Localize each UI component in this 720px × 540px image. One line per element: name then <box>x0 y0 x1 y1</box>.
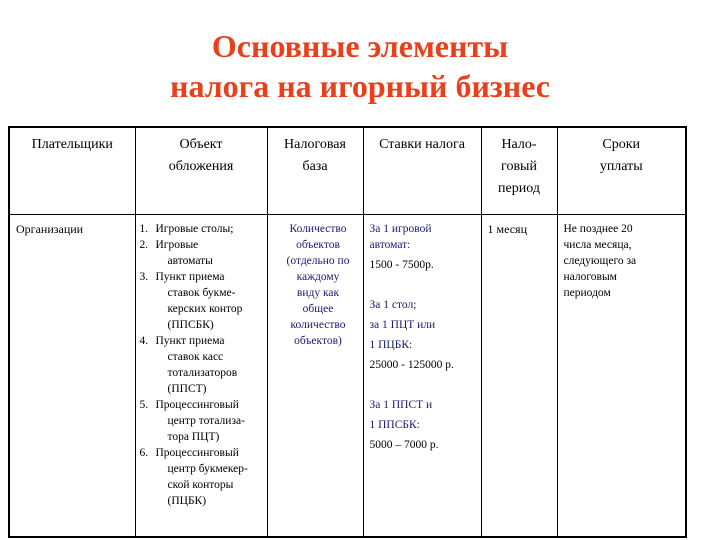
object-item-line: тотализаторов <box>167 367 238 379</box>
header-object-line-2: обложения <box>168 159 234 174</box>
header-rates-label: Ставки налога <box>379 137 465 152</box>
object-item-line: керских контор <box>167 303 243 315</box>
rate-line: За 1 ППСТ и <box>369 399 433 411</box>
cell-deadline <box>557 215 686 538</box>
base-line: виду как <box>296 287 340 299</box>
object-item-line: тора ПЦТ) <box>167 431 220 443</box>
deadline-line: налоговым <box>563 271 617 283</box>
object-item-number: 3. <box>139 271 149 283</box>
object-item-text <box>154 269 243 333</box>
object-item-line: центр букмекер- <box>167 463 248 475</box>
tax-elements-table <box>8 126 687 538</box>
header-payers <box>9 127 135 215</box>
header-deadline-line-2: уплаты <box>599 159 643 174</box>
object-item <box>140 269 265 333</box>
deadline-line: периодом <box>563 287 611 299</box>
object-item-line: центр тотализа- <box>167 415 245 427</box>
cell-base <box>267 215 363 538</box>
deadline-lines <box>564 221 682 301</box>
title-line-1: Основные элементы <box>211 28 509 64</box>
object-item-number: 5. <box>139 399 149 411</box>
cell-rates <box>363 215 481 538</box>
header-base-line-1: Налоговая <box>284 137 346 152</box>
object-item-line: ской конторы <box>167 479 234 491</box>
object-item <box>140 445 265 509</box>
base-line: каждому <box>296 271 340 283</box>
rate-line: 5000 – 7000 р. <box>369 439 439 451</box>
rate-line: За 1 стол; <box>369 299 417 311</box>
deadline-line: числа месяца, <box>563 239 632 251</box>
cell-payers: Организации <box>9 215 135 538</box>
header-period-line-3: период <box>498 181 540 196</box>
rate-line: автомат: <box>369 239 411 251</box>
header-object <box>135 127 267 215</box>
rate-line: За 1 игровой <box>369 223 432 235</box>
base-line: объектов) <box>294 335 342 347</box>
object-item-line: Игровые <box>155 239 199 251</box>
cell-object <box>135 215 267 538</box>
header-period <box>481 127 557 215</box>
base-line: количество <box>290 319 346 331</box>
object-item-line: (ПЦБК) <box>167 495 207 507</box>
base-line: объектов <box>296 239 340 251</box>
rate-line: 1500 - 7500р. <box>369 259 434 271</box>
header-deadline <box>557 127 686 215</box>
object-item-text <box>154 333 238 397</box>
object-item-line: ставок касс <box>167 351 224 363</box>
object-item-line: Пункт приема <box>155 271 225 283</box>
base-lines <box>276 221 361 349</box>
object-item-line: Пункт приема <box>155 335 225 347</box>
base-line: Количество <box>289 223 347 235</box>
header-base <box>267 127 363 215</box>
object-item <box>140 237 265 269</box>
object-item-number: 2. <box>139 239 149 251</box>
object-item-line: (ППСБК) <box>167 319 214 331</box>
object-item-line: Игровые столы; <box>155 223 234 235</box>
rate-line: 1 ППСБК: <box>369 419 420 431</box>
slide-title <box>0 26 720 106</box>
object-item-number: 6. <box>139 447 149 459</box>
header-base-line-2: база <box>302 159 328 174</box>
cell-period: 1 месяц <box>481 215 557 538</box>
object-item <box>140 221 265 237</box>
header-period-line-2: говый <box>501 159 537 174</box>
object-item-text <box>154 445 248 509</box>
header-period-line-1: Нало- <box>501 137 537 152</box>
rate-line: за 1 ПЦТ или <box>369 319 436 331</box>
table-header-row <box>9 127 686 215</box>
object-list <box>140 221 265 509</box>
rate-line: 1 ПЦБК: <box>369 339 413 351</box>
object-item <box>140 333 265 397</box>
object-item-line: Процессинговый <box>155 447 239 459</box>
table-row <box>9 215 686 538</box>
object-item-line: ставок букме- <box>167 287 236 299</box>
object-item-text <box>154 237 213 269</box>
deadline-line: следующего за <box>563 255 637 267</box>
object-item-text <box>154 221 234 237</box>
deadline-line: Не позднее 20 <box>563 223 633 235</box>
base-line: (отдельно по <box>286 255 350 267</box>
object-item-number: 4. <box>139 335 149 347</box>
header-rates <box>363 127 481 215</box>
object-item <box>140 397 265 445</box>
object-item-line: Процессинговый <box>155 399 239 411</box>
object-item-line: (ППСТ) <box>167 383 207 395</box>
title-line-2: налога на игорный бизнес <box>170 68 550 104</box>
object-item-line: автоматы <box>167 255 213 267</box>
base-line: общее <box>302 303 334 315</box>
header-object-line-1: Объект <box>179 137 223 152</box>
header-payers-label: Плательщики <box>31 137 113 152</box>
object-item-text <box>154 397 245 445</box>
rate-line: 25000 - 125000 р. <box>369 359 454 371</box>
header-deadline-line-1: Сроки <box>602 137 641 152</box>
object-item-number: 1. <box>139 223 149 235</box>
